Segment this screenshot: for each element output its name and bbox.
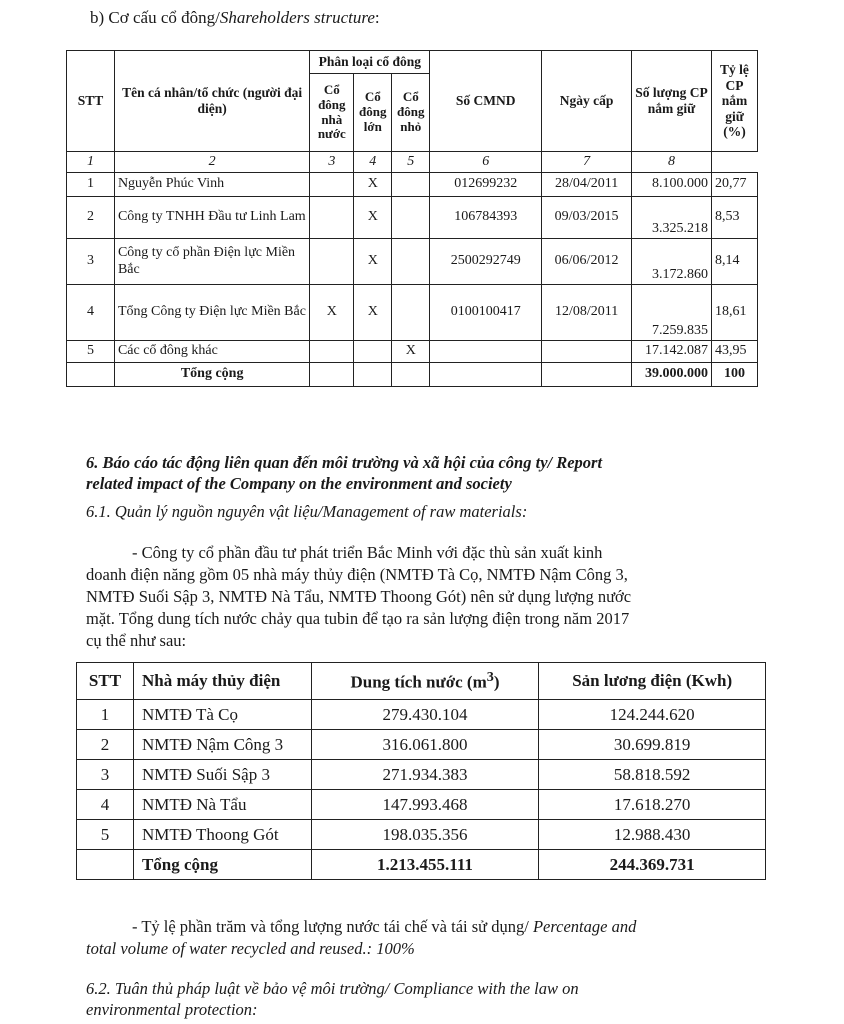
cell-output: 124.244.620	[539, 700, 766, 730]
header-date: Ngày cấp	[542, 51, 632, 152]
total-label: Tổng cộng	[133, 850, 311, 880]
cell-name: Các cổ đông khác	[114, 341, 309, 363]
cell-shares: 3.172.860	[632, 239, 712, 285]
table-row	[67, 341, 758, 363]
cell-volume: 316.061.800	[311, 730, 539, 760]
cell-volume: 279.430.104	[311, 700, 539, 730]
total-shares: 39.000.000	[632, 363, 712, 387]
cell-stt: 4	[67, 285, 115, 341]
cell-ratio: 8,14	[711, 239, 757, 285]
cell-stt: 3	[67, 239, 115, 285]
para-line: cụ thể như sau:	[86, 631, 187, 650]
index-cell: 8	[632, 152, 712, 173]
table-row	[77, 700, 766, 730]
cell-major: X	[354, 285, 392, 341]
index-cell: 7	[542, 152, 632, 173]
cell-id: 0100100417	[430, 285, 542, 341]
section61-heading: 6.1. Quản lý nguồn nguyên vật liệu/Management of raw materials:	[86, 502, 528, 521]
cell-state: X	[310, 285, 354, 341]
table-row	[77, 790, 766, 820]
cell-plant: NMTĐ Tà Cọ	[133, 700, 311, 730]
section6-title-2: related impact of the Company on the environment and society	[86, 474, 512, 493]
cell-ratio: 20,77	[711, 173, 757, 197]
cell-ratio: 8,53	[711, 197, 757, 239]
index-cell: 6	[430, 152, 542, 173]
cell-name: Công ty cổ phần Điện lực Miền Bắc	[114, 239, 309, 285]
cell-output: 58.818.592	[539, 760, 766, 790]
cell-state	[310, 239, 354, 285]
cell-stt: 1	[77, 700, 134, 730]
cell-name: Nguyễn Phúc Vinh	[114, 173, 309, 197]
cell-date	[542, 341, 632, 363]
para-line: NMTĐ Suối Sập 3, NMTĐ Nà Tẩu, NMTĐ Thoong Gót) nên sử dụng lượng nước	[86, 587, 632, 606]
recycle-line-2: total volume of water recycled and reused.: 100%	[86, 939, 415, 958]
section-b-prefix: b) Cơ cấu cổ đông/	[90, 8, 220, 27]
header-shares: Số lượng CP nắm giữ	[632, 51, 712, 152]
cell-id: 106784393	[430, 197, 542, 239]
cell-stt: 3	[77, 760, 134, 790]
cell-minor	[392, 239, 430, 285]
hydro-header-stt: STT	[77, 663, 134, 700]
index-cell: 2	[114, 152, 309, 173]
cell-ratio: 43,95	[711, 341, 757, 363]
index-row	[67, 152, 758, 173]
header-major: Cổ đông lớn	[354, 74, 392, 152]
table-row	[67, 197, 758, 239]
section62-line-2: environmental protection:	[86, 1000, 258, 1019]
cell-stt: 2	[67, 197, 115, 239]
hydro-header-volume: Dung tích nước $(m^3)$	[311, 663, 539, 700]
section6-title-1: 6. Báo cáo tác động liên quan đến môi trường và xã hội của công ty/ Report	[86, 453, 603, 472]
cell-id: 2500292749	[430, 239, 542, 285]
table-row	[67, 285, 758, 341]
cell-volume: 271.934.383	[311, 760, 539, 790]
index-cell: 1	[67, 152, 115, 173]
cell-shares: 7.259.835	[632, 285, 712, 341]
section-b-suffix: :	[374, 8, 380, 27]
table-row	[77, 820, 766, 850]
cell-name: Tổng Công ty Điện lực Miền Bắc	[114, 285, 309, 341]
cell-volume: 198.035.356	[311, 820, 539, 850]
header-state: Cổ đông nhà nước	[310, 74, 354, 152]
cell-shares: 3.325.218	[632, 197, 712, 239]
hydro-table	[76, 662, 766, 880]
total-row	[67, 363, 758, 387]
section-b-heading	[90, 8, 380, 28]
cell-major: X	[354, 239, 392, 285]
cell-stt: 2	[77, 730, 134, 760]
cell-plant: NMTĐ Nậm Công 3	[133, 730, 311, 760]
cell-date: 28/04/2011	[542, 173, 632, 197]
cell-date: 12/08/2011	[542, 285, 632, 341]
cell-shares: 17.142.087	[632, 341, 712, 363]
cell-minor: X	[392, 341, 430, 363]
section62-line-1: 6.2. Tuân thủ pháp luật về bảo vệ môi trường/ Compliance with the law on	[86, 979, 579, 998]
cell-stt: 5	[67, 341, 115, 363]
cell-date: 09/03/2015	[542, 197, 632, 239]
cell-id: 012699232	[430, 173, 542, 197]
para-line: doanh điện năng gồm 05 nhà máy thủy điện (NMTĐ Tà Cọ, NMTĐ Nậm Công 3,	[86, 565, 628, 584]
cell-major: X	[354, 197, 392, 239]
header-name: Tên cá nhân/tổ chức (người đại diện)	[114, 51, 309, 152]
cell-state	[310, 197, 354, 239]
total-volume: 1.213.455.111	[311, 850, 539, 880]
total-ratio: 100	[711, 363, 757, 387]
cell-stt: 5	[77, 820, 134, 850]
index-cell: 4	[354, 152, 392, 173]
cell-major	[354, 341, 392, 363]
cell-minor	[392, 173, 430, 197]
table-row	[67, 239, 758, 285]
recycle-line-1: - Tỷ lệ phần trăm và tổng lượng nước tái chế và tái sử dụng/ Percentage and	[132, 917, 637, 936]
cell-shares: 8.100.000	[632, 173, 712, 197]
hydro-header-plant: Nhà máy thủy điện	[133, 663, 311, 700]
para-line: - Công ty cổ phần đầu tư phát triển Bắc Minh với đặc thù sản xuất kinh	[132, 543, 603, 562]
cell-major: X	[354, 173, 392, 197]
cell-minor	[392, 197, 430, 239]
hydro-header-output: Sản lương điện (Kwh)	[539, 663, 766, 700]
cell-plant: NMTĐ Nà Tẩu	[133, 790, 311, 820]
para-line: mặt. Tổng dung tích nước chảy qua tubin để tạo ra sản lượng điện trong năm 2017	[86, 609, 630, 628]
index-cell: 5	[392, 152, 430, 173]
cell-plant: NMTĐ Thoong Gót	[133, 820, 311, 850]
header-stt: STT	[67, 51, 115, 152]
header-id: Số CMND	[430, 51, 542, 152]
header-minor: Cổ đông nhỏ	[392, 74, 430, 152]
index-cell: 3	[310, 152, 354, 173]
cell-state	[310, 341, 354, 363]
cell-ratio: 18,61	[711, 285, 757, 341]
cell-stt: 4	[77, 790, 134, 820]
total-row	[77, 850, 766, 880]
cell-id	[430, 341, 542, 363]
table-row	[77, 730, 766, 760]
cell-output: 30.699.819	[539, 730, 766, 760]
shareholders-table	[66, 50, 758, 387]
table-row	[67, 173, 758, 197]
cell-minor	[392, 285, 430, 341]
cell-plant: NMTĐ Suối Sập 3	[133, 760, 311, 790]
section-b-italic: Shareholders structure	[219, 8, 375, 27]
header-classification: Phân loại cổ đông	[310, 51, 430, 74]
table-row	[77, 760, 766, 790]
total-label: Tổng cộng	[114, 363, 309, 387]
header-ratio: Tỷ lệ CP nắm giữ (%)	[711, 51, 757, 152]
total-output: 244.369.731	[539, 850, 766, 880]
cell-output: 12.988.430	[539, 820, 766, 850]
cell-name: Công ty TNHH Đầu tư Linh Lam	[114, 197, 309, 239]
cell-date: 06/06/2012	[542, 239, 632, 285]
cell-volume: 147.993.468	[311, 790, 539, 820]
cell-output: 17.618.270	[539, 790, 766, 820]
cell-stt: 1	[67, 173, 115, 197]
cell-state	[310, 173, 354, 197]
